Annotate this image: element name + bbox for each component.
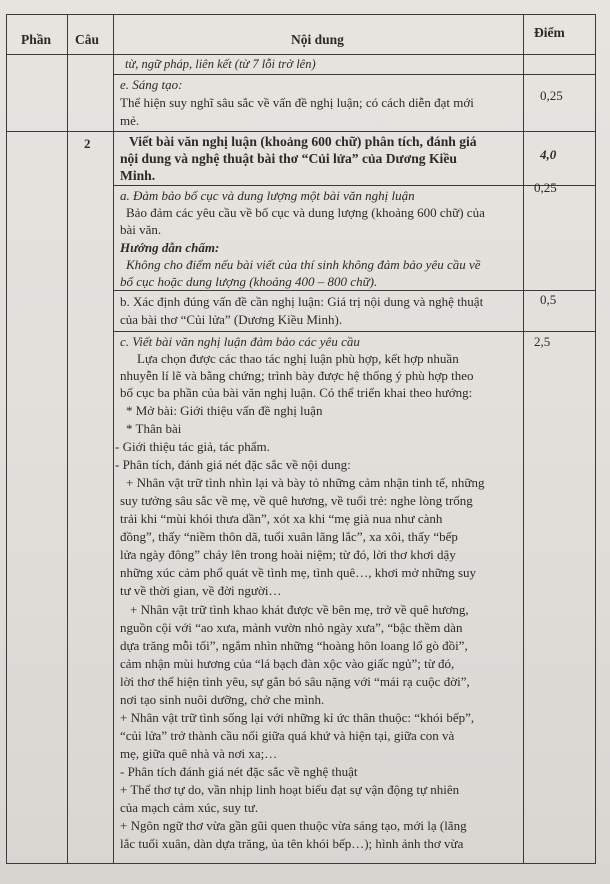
criterion-e-text: Thể hiện suy nghĩ sâu sắc về vấn đề nghị luận; có cách diễn đạt mới: [120, 95, 474, 110]
criterion-c-line: nơi tạo sinh nuôi dưỡng, chở che mình.: [120, 692, 325, 707]
criterion-b-text: b. Xác định đúng vấn đề cần nghị luận: Giá trị nội dung và nghệ thuật: [120, 294, 484, 309]
question-number: 2: [84, 136, 91, 151]
criterion-c-line: tư về thời gian, về đời người…: [120, 583, 282, 598]
row-rule: [113, 185, 595, 186]
criterion-c-line: trải khi “mùi khói thưa dần”, xót xa khi “mẹ già nua như cành: [120, 511, 443, 526]
criterion-a-text: Bảo đảm các yêu cầu về bố cục và dung lượng (khoảng 600 chữ) của: [126, 205, 485, 220]
criterion-c-line: - Phân tích đánh giá nét đặc sắc về nghệ thuật: [120, 764, 358, 779]
criterion-c-line: + Nhân vật trữ tình nhìn lại và bày tỏ những cảm nhận tinh tế, những: [126, 475, 485, 490]
criterion-c-line: - Giới thiệu tác giả, tác phẩm.: [115, 439, 270, 454]
criterion-c-line: mẹ, giữa quê nhà và nơi xa;…: [120, 746, 278, 761]
col-divider-2: [113, 15, 114, 863]
col-divider-1: [67, 15, 68, 863]
criterion-c-line: lời thơ thể hiện tình yêu, sự gắn bó sâu nặng với “mái rạ cuộc đời”,: [120, 674, 470, 689]
question-title: Minh.: [120, 168, 156, 183]
grading-guide-title: Hướng dẫn chấm:: [120, 240, 220, 255]
criterion-c-line: dựa trăng mỗi tối”, ngắm nhìn những “hoàng hôn loang lổ gò đồi”,: [120, 638, 468, 653]
criterion-b-score: 0,5: [540, 292, 557, 307]
criterion-c-line: nhuyễn lí lẽ và bằng chứng; trình bày được hệ thống ý phù hợp theo: [120, 368, 474, 383]
row-rule: [113, 290, 595, 291]
criterion-a-text: bài văn.: [120, 222, 162, 237]
row-rule: [113, 74, 595, 75]
grading-table: [6, 14, 596, 864]
criterion-a-score: 0,25: [534, 180, 557, 195]
header-rule: [7, 54, 595, 55]
criterion-c-line: bố cục ba phần của bài văn nghị luận. Có thể triển khai theo hướng:: [120, 385, 473, 400]
criterion-b-text: của bài thơ “Củi lửa” (Dương Kiều Minh).: [120, 312, 343, 327]
criterion-e-score: 0,25: [540, 88, 563, 103]
criterion-c-line: * Thân bài: [126, 421, 182, 436]
criterion-c-line: cảm nhận mùi hương của “lá bạch đàn xộc vào giấc ngủ”; từ đó,: [120, 656, 455, 671]
criterion-c-line: + Nhân vật trữ tình khao khát được về bên mẹ, trở về quê hương,: [130, 602, 469, 617]
row-rule: [113, 331, 595, 332]
question-title: nội dung và nghệ thuật bài thơ “Củi lửa” của Dương Kiều: [120, 151, 457, 166]
header-cau: Câu: [75, 32, 100, 47]
criterion-c-line: + Nhân vật trữ tình sống lại với những kỉ ức thân thuộc: “khói bếp”,: [120, 710, 475, 725]
criterion-c-line: + Ngôn ngữ thơ vừa gần gũi quen thuộc vừa sáng tạo, mới lạ (lãng: [120, 818, 467, 833]
criterion-c-title: c. Viết bài văn nghị luận đảm bảo các yêu cầu: [120, 334, 360, 349]
criterion-c-line: “củi lửa” trở thành cầu nối giữa quá khứ và hiện tại, giữa con và: [120, 728, 455, 743]
criterion-e-text: mẻ.: [120, 113, 140, 128]
criterion-c-line: những xúc cảm phổ quát về tình mẹ, tình quê…, khơi mở những suy: [120, 565, 477, 580]
criterion-c-line: lắc tuổi xuân, dàn dựa trăng, ủa tên khói bếp…); hình ảnh thơ vừa: [120, 836, 464, 851]
criterion-c-line: đồng”, thấy “niềm thôn dã, tuổi xuân lãng lắc”, xa xôi, thấy “bếp: [120, 529, 458, 544]
question-total-score: 4,0: [540, 147, 557, 162]
criterion-a-title: a. Đảm bảo bố cục và dung lượng một bài văn nghị luận: [120, 188, 415, 203]
criterion-c-line: - Phân tích, đánh giá nét đặc sắc về nội dung:: [115, 457, 351, 472]
criterion-c-line: nguồn cội với “ao xưa, mảnh vườn nhỏ ngày xưa”, “bậc thềm dàn: [120, 620, 463, 635]
question-title: Viết bài văn nghị luận (khoảng 600 chữ) phân tích, đánh giá: [129, 134, 477, 149]
grading-guide-text: Không cho điểm nếu bài viết của thí sinh không đảm bảo yêu cầu về: [126, 257, 481, 272]
col-divider-3: [523, 15, 524, 863]
criterion-c-line: + Thể thơ tự do, vần nhịp linh hoạt biểu đạt sự vận động tự nhiên: [120, 782, 460, 797]
criterion-c-line: * Mở bài: Giới thiệu vấn đề nghị luận: [126, 403, 323, 418]
criterion-e-title: e. Sáng tạo:: [120, 77, 183, 92]
prev-criterion-tail: từ, ngữ pháp, liên kết (từ 7 lỗi trở lên): [125, 57, 316, 71]
criterion-c-line: của mạch cảm xúc, suy tư.: [120, 800, 259, 815]
criterion-c-line: lửa ngày đông” cháy lên trong hoài niệm; từ đó, lời thơ khơi dậy: [120, 547, 456, 562]
grading-guide-text: bố cục hoặc dung lượng (khoảng 400 – 800 chữ).: [120, 274, 378, 289]
criterion-c-line: suy tưởng sâu sắc về mẹ, về quê hương, về tuổi trẻ: nghe lòng trống: [120, 493, 473, 508]
criterion-c-line: Lựa chọn được các thao tác nghị luận phù hợp, kết hợp nhuần: [137, 351, 459, 366]
header-diem: Điểm: [534, 25, 565, 40]
criterion-c-score: 2,5: [534, 334, 551, 349]
row-rule: [7, 131, 595, 132]
header-noi-dung: Nội dung: [291, 32, 344, 47]
header-phan: Phần: [21, 32, 52, 47]
